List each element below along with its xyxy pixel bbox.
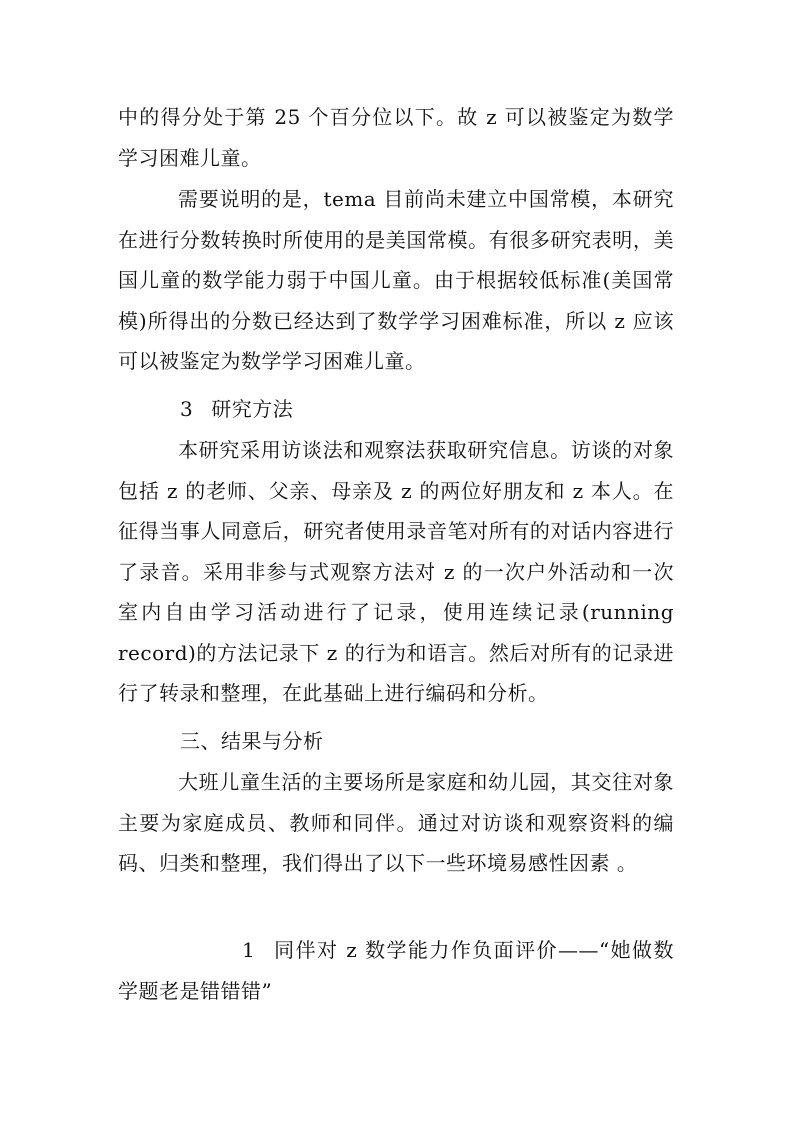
subsection-heading-peer-evaluation — [118, 930, 674, 1011]
paragraph-methods: 本研究采用访谈法和观察法获取研究信息。访谈的对象包括 z 的老师、父亲、母亲及 z 的两位好朋友和 z 本人。在征得当事人同意后，研究者使用录音笔对所有的对话内容进行了录音。采用非参与式观察方法对 z 的一次户外活动和一次室内自由学习活动进行了记录，使用连续记录(running record)的方法记录下 z 的行为和语言。然后对所有的记录进行了转录和整理，在此基础上进行编码和分析。 — [118, 438, 674, 705]
paragraph-continuation: 中的得分处于第 25 个百分位以下。故 z 可以被鉴定为数学学习困难儿童。 — [118, 105, 674, 170]
subsection-number: 1 — [242, 938, 256, 962]
section-heading-results: 三、结果与分析 — [180, 729, 324, 753]
paragraph-norm-note: 需要说明的是，tema 目前尚未建立中国常模，本研究在进行分数转换时所使用的是美国常模。有很多研究表明，美国儿童的数学能力弱于中国儿童。由于根据较低标准(美国常模)所得出的分数已经达到了数学学习困难标准，所以 z 应该可以被鉴定为数学学习困难儿童。 — [118, 187, 674, 373]
subsection-title: 同伴对 z 数学能力作负面评价——“她做数学题老是错错错” — [118, 938, 674, 1003]
subsection-title: 研究方法 — [211, 397, 294, 421]
subsection-number: 3 — [180, 397, 194, 421]
paragraph-results-intro: 大班儿童生活的主要场所是家庭和幼儿园，其交往对象主要为家庭成员、教师和同伴。通过对访谈和观察资料的编码、归类和整理，我们得出了以下一些环境易感性因素 。 — [118, 770, 674, 875]
subsection-heading-methods — [180, 389, 293, 430]
